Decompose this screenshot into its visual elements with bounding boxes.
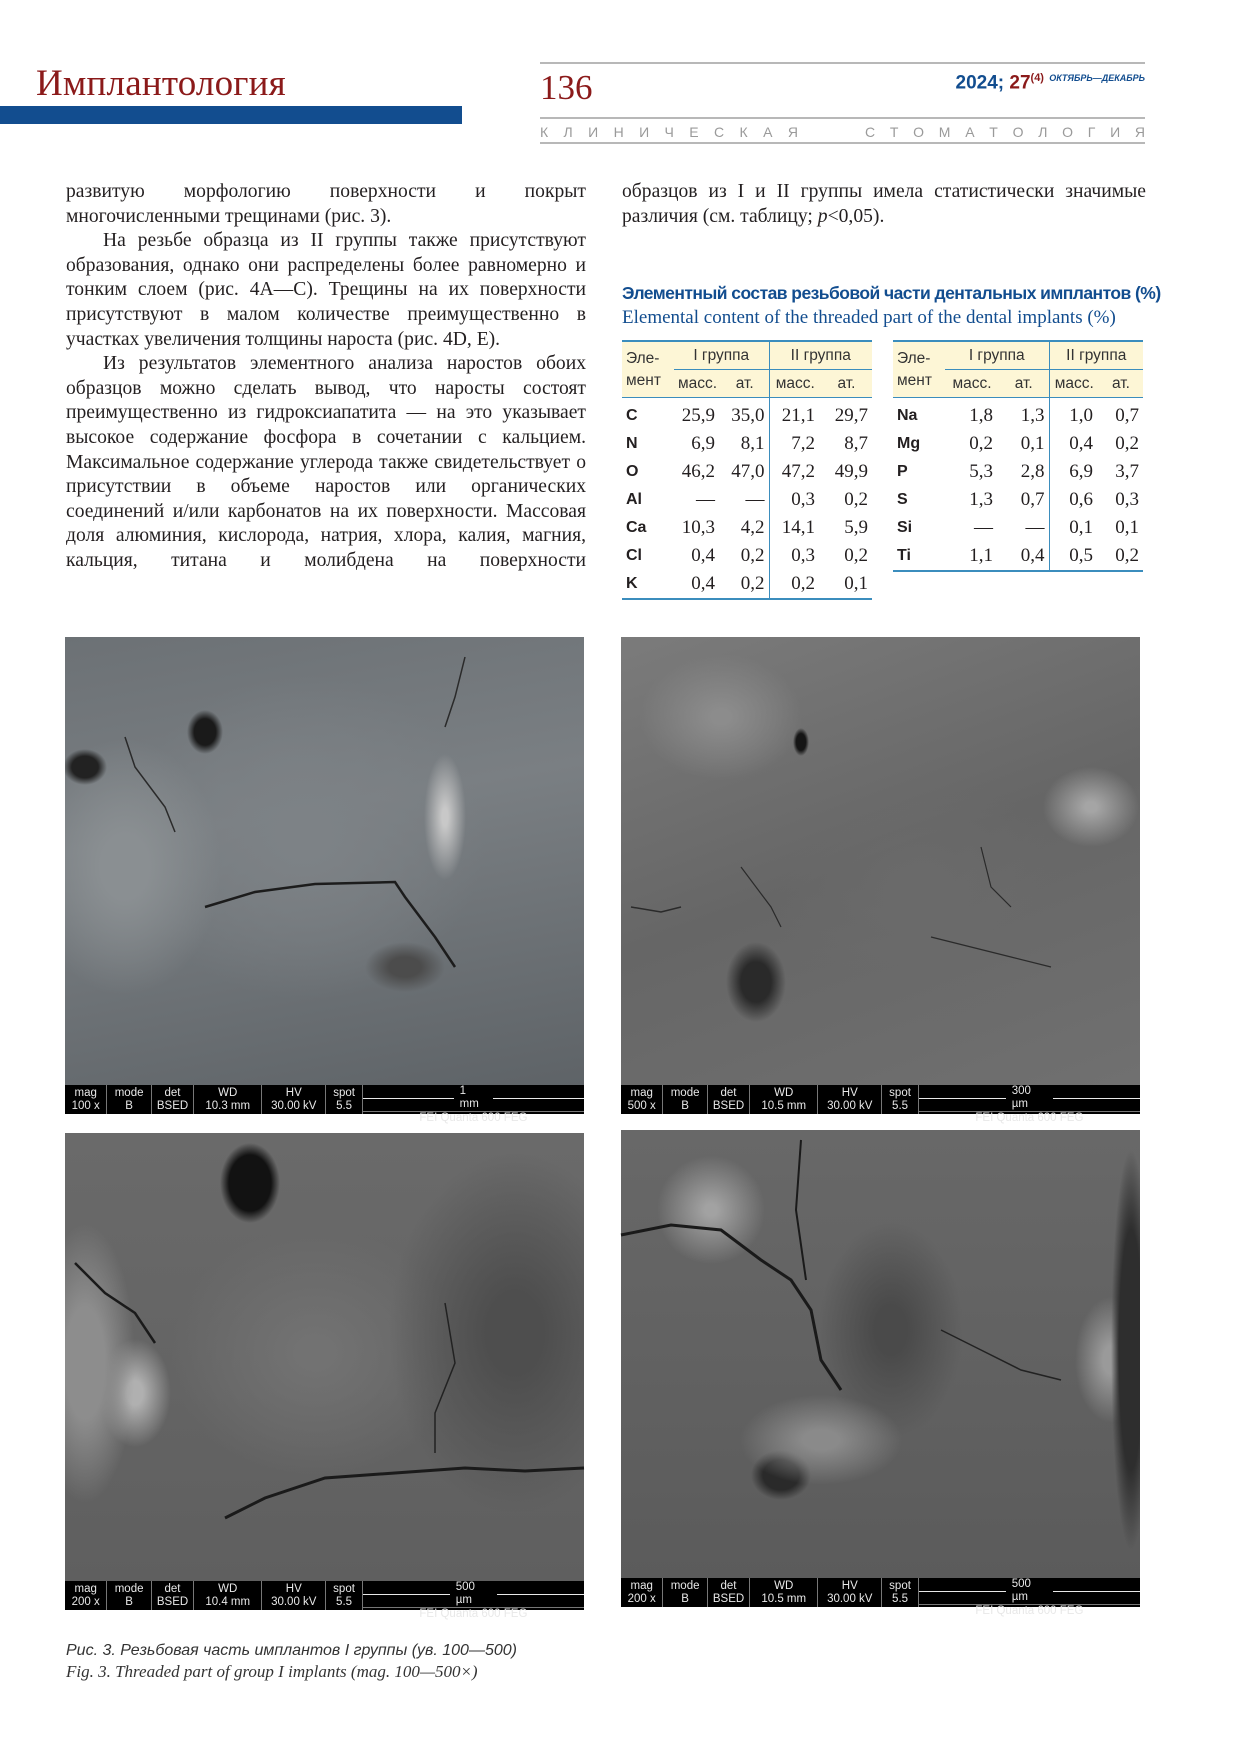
- sem-field-value: B: [681, 1592, 689, 1605]
- group2-mass-cell: 0,6: [1049, 486, 1099, 514]
- crack-lines: [621, 1130, 1140, 1578]
- journal-letter: Е: [689, 124, 699, 140]
- element-cell: Ca: [626, 519, 647, 536]
- sem-image-c: [65, 1133, 584, 1620]
- element-cell: Cl: [626, 547, 642, 564]
- sem-image-b: [621, 637, 1140, 1124]
- journal-letter: Я: [787, 124, 798, 140]
- group1-mass-cell: 1,8: [969, 405, 993, 426]
- sem-field-label: det: [720, 1086, 737, 1099]
- sem-field-mag: [621, 1578, 663, 1607]
- group2-at-cell: 0,2: [1115, 433, 1139, 454]
- journal-letter: С: [865, 124, 876, 140]
- journal-letter: Л: [1038, 124, 1048, 140]
- table-row: [893, 486, 1143, 514]
- header-mass: масс.: [674, 370, 721, 398]
- header-mass: масс.: [1049, 370, 1099, 398]
- header-element-line2: мент: [626, 371, 661, 389]
- paragraph: Из результатов элементного анализа наростов обоих образцов можно сделать вывод, что наросты состоят преимущественно из гидроксиапатита — на это указывает высокое содержание фосфора в сочетании с кальцием. Максимальное содержание углерода также свидетельствует о присутствии в объеме наростов или органических соединений и/или карбонатов на их поверхности. Массовая доля алюминия, кислорода, натрия, хлора, калия, магния, кальция, титана и молибдена на поверхности: [66, 353, 586, 571]
- sem-field-label: mag: [630, 1579, 653, 1592]
- journal-letter: Л: [563, 124, 573, 140]
- group1-mass-cell: 6,9: [691, 433, 715, 454]
- journal-letter: А: [763, 124, 773, 140]
- sem-field-value: 30.00 kV: [271, 1099, 317, 1112]
- group2-mass-cell: 0,2: [769, 570, 821, 599]
- element-cell: S: [897, 491, 908, 508]
- group2-at-cell: 0,1: [1115, 517, 1139, 538]
- sem-field-label: HV: [841, 1579, 858, 1592]
- group1-mass-cell: 46,2: [681, 461, 715, 482]
- sem-scale-block: [363, 1085, 584, 1124]
- instrument-name: FEI Quanta 600 FEG: [975, 1605, 1084, 1617]
- issue-info: [956, 66, 1146, 95]
- group2-mass-cell: 6,9: [1049, 458, 1099, 486]
- journal-letter: К: [739, 124, 748, 140]
- table-row: [622, 514, 872, 542]
- sem-field-label: spot: [889, 1086, 911, 1099]
- group1-mass-cell: 0,4: [674, 570, 721, 599]
- group1-mass-cell: —: [696, 489, 715, 510]
- sem-field-mag: [65, 1085, 107, 1114]
- sem-field-value: 5.5: [336, 1595, 353, 1608]
- journal-letter: Я: [1134, 124, 1145, 140]
- group1-at-cell: 0,2: [721, 570, 769, 599]
- sem-field-value: BSED: [156, 1099, 189, 1112]
- left-column: [66, 180, 586, 574]
- header-group1: I группа: [945, 341, 1049, 370]
- crack-lines: [65, 1133, 584, 1581]
- crack-lines: [621, 637, 1140, 1085]
- instrument-name: FEI Quanta 600 FEG: [419, 1608, 528, 1620]
- journal-letter: С: [714, 124, 725, 140]
- instrument-name: FEI Quanta 600 FEG: [419, 1112, 528, 1124]
- sem-field-det: [708, 1578, 750, 1607]
- paragraph: На резьбе образца из II группы также присутствуют образования, однако они распределены более равномерно и тонким слоем (рис. 4A—C). Трещины на их поверхности присутствуют в малом количестве преимущественно в участках увеличения толщины нароста (рис. 4D, E).: [66, 230, 586, 350]
- sem-field-value: 10.5 mm: [761, 1592, 807, 1605]
- sem-field-hv: [818, 1578, 882, 1607]
- table-row: [622, 486, 872, 514]
- sem-field-label: WD: [774, 1086, 794, 1099]
- page-number: 136: [540, 68, 593, 107]
- journal-letter: Т: [889, 124, 899, 140]
- group1-mass-cell: —: [974, 517, 993, 538]
- header-element: [893, 341, 945, 398]
- sem-field-value: B: [681, 1099, 689, 1112]
- element-cell: Ti: [893, 542, 945, 571]
- sem-field-mag: [65, 1581, 107, 1610]
- sem-field-value: 10.5 mm: [761, 1099, 807, 1112]
- journal-name: [540, 122, 1145, 142]
- sem-field-label: HV: [285, 1086, 302, 1099]
- group1-mass-cell: 1,1: [945, 542, 999, 571]
- journal-letter: Ч: [664, 124, 674, 140]
- header-at: ат.: [721, 370, 769, 398]
- header-element-line2: мент: [897, 371, 932, 389]
- sem-field-label: WD: [218, 1582, 238, 1595]
- group2-mass-cell: 21,1: [769, 398, 821, 431]
- paragraph: развитую морфологию поверхности и покрыт многочисленными трещинами (рис. 3).: [66, 181, 586, 227]
- element-cell: P: [897, 463, 908, 480]
- element-cell: Al: [626, 491, 642, 508]
- header-element: [622, 341, 674, 398]
- scale-bar-label: 1 mm: [459, 1085, 479, 1110]
- sem-field-label: mode: [114, 1086, 144, 1099]
- journal-letter: Т: [989, 124, 998, 140]
- figure-caption-en: Fig. 3. Threaded part of group I implants (mag. 100—500×): [66, 1662, 478, 1681]
- sem-field-label: det: [164, 1582, 181, 1595]
- table-row: [893, 514, 1143, 542]
- section-title: Имплантология: [36, 63, 286, 104]
- group2-at-cell: 8,7: [844, 433, 868, 454]
- group2-mass-cell: 0,3: [769, 542, 821, 570]
- sem-surface-image: [621, 1130, 1140, 1578]
- sem-field-value: B: [125, 1595, 133, 1608]
- sem-databar: [621, 1085, 1140, 1124]
- header-mass: масс.: [769, 370, 821, 398]
- table-row: [622, 542, 872, 570]
- sem-field-label: det: [720, 1579, 737, 1592]
- table-row: [893, 542, 1143, 571]
- sem-field-hv: [262, 1085, 326, 1114]
- group1-at-cell: 0,1: [1020, 433, 1045, 454]
- group2-mass-cell: 0,1: [1049, 514, 1099, 542]
- p-value-symbol: p: [817, 205, 828, 227]
- table-row: [622, 430, 872, 458]
- element-cell: N: [626, 435, 638, 452]
- group2-mass-cell: 7,2: [769, 430, 821, 458]
- scale-bar-line: [363, 1098, 454, 1099]
- sem-scale-block: [363, 1581, 584, 1620]
- sem-field-label: mode: [114, 1582, 144, 1595]
- scale-bar-label: 300 µm: [1011, 1085, 1031, 1110]
- sem-field-value: 200 x: [71, 1595, 100, 1608]
- issue-number: (4): [1030, 72, 1044, 84]
- sem-field-label: det: [164, 1086, 181, 1099]
- group1-at-cell: 0,4: [999, 542, 1049, 571]
- header-element-line1: Эле-: [626, 349, 660, 367]
- sem-field-label: spot: [889, 1579, 911, 1592]
- header-rule-mid: [540, 117, 1145, 119]
- journal-letter: Н: [613, 124, 624, 140]
- group2-mass-cell: 14,1: [769, 514, 821, 542]
- group1-mass-cell: 1,3: [969, 489, 993, 510]
- journal-letter: О: [1062, 124, 1073, 140]
- sem-field-spot: [882, 1085, 919, 1114]
- sem-field-label: spot: [333, 1582, 355, 1595]
- sem-field-value: 5.5: [336, 1099, 353, 1112]
- sem-surface-image: [65, 637, 584, 1085]
- instrument-name: FEI Quanta 600 FEG: [975, 1112, 1084, 1124]
- group1-at-cell: —: [745, 489, 765, 510]
- group1-at-cell: 8,1: [740, 433, 765, 454]
- table-caption-en: Elemental content of the threaded part of the dental implants (%): [622, 307, 1116, 328]
- sem-field-label: mag: [74, 1086, 97, 1099]
- element-cell: O: [626, 463, 639, 480]
- journal-word-2: [865, 122, 1145, 142]
- element-cell: Mg: [897, 435, 921, 452]
- group1-at-cell: 1,3: [1020, 405, 1045, 426]
- sem-field-mode: [663, 1085, 707, 1114]
- group1-at-cell: 2,8: [1020, 461, 1045, 482]
- group1-at-cell: 0,2: [740, 545, 765, 566]
- element-cell: C: [626, 407, 638, 424]
- group1-mass-cell: 10,3: [681, 517, 715, 538]
- group1-at-cell: 0,7: [1020, 489, 1045, 510]
- scale-bar-label: 500 µm: [455, 1581, 475, 1606]
- group1-at-cell: 4,2: [740, 517, 765, 538]
- sem-field-value: 10.3 mm: [205, 1099, 251, 1112]
- group1-mass-cell: 25,9: [681, 405, 715, 426]
- element-cell: K: [622, 570, 674, 599]
- table-row: [622, 570, 872, 599]
- header-element-line1: Эле-: [897, 349, 931, 367]
- sem-field-label: mode: [670, 1579, 700, 1592]
- table-row: [893, 430, 1143, 458]
- sem-field-wd: [194, 1581, 262, 1610]
- sem-field-spot: [326, 1085, 363, 1114]
- scale-bar-line: [1053, 1591, 1140, 1592]
- sem-field-label: HV: [285, 1582, 302, 1595]
- sem-field-mode: [663, 1578, 707, 1607]
- group1-at-cell: 47,0: [731, 461, 765, 482]
- group2-at-cell: 3,7: [1115, 461, 1139, 482]
- sem-field-value: BSED: [712, 1592, 745, 1605]
- crack-lines: [65, 637, 584, 1085]
- paragraph: [622, 180, 1146, 229]
- table-row: [893, 398, 1143, 431]
- sem-field-value: BSED: [156, 1595, 189, 1608]
- sem-field-value: 30.00 kV: [827, 1592, 873, 1605]
- sem-surface-image: [65, 1133, 584, 1581]
- sem-field-label: WD: [218, 1086, 238, 1099]
- journal-letter: К: [540, 124, 549, 140]
- sem-image-d: [621, 1130, 1140, 1617]
- sem-field-hv: [818, 1085, 882, 1114]
- group2-at-cell: 49,9: [834, 461, 868, 482]
- sem-field-value: B: [125, 1099, 133, 1112]
- header-group1: I группа: [674, 341, 769, 370]
- sem-databar: [621, 1578, 1140, 1617]
- sem-field-value: 200 x: [627, 1592, 656, 1605]
- journal-letter: Г: [1087, 124, 1096, 140]
- header-rule-top: [540, 62, 1145, 64]
- group2-mass-cell: 1,0: [1049, 398, 1099, 431]
- element-table-left: [622, 340, 872, 600]
- sem-field-value: 30.00 kV: [271, 1595, 317, 1608]
- sem-field-wd: [194, 1085, 262, 1114]
- group2-at-cell: 0,2: [844, 545, 868, 566]
- group1-mass-cell: 0,2: [969, 433, 993, 454]
- table-row: [622, 458, 872, 486]
- sem-field-det: [152, 1581, 194, 1610]
- header-at: ат.: [999, 370, 1049, 398]
- figure-caption: [66, 1640, 517, 1682]
- journal-letter: А: [965, 124, 975, 140]
- group2-at-cell: 5,9: [844, 517, 868, 538]
- group2-at-cell: 29,7: [834, 405, 868, 426]
- journal-letter: О: [1012, 124, 1024, 140]
- table-row: [893, 458, 1143, 486]
- header-group2: II группа: [769, 341, 872, 370]
- issue-volume: 27: [1009, 72, 1031, 94]
- sem-field-value: 100 x: [71, 1099, 100, 1112]
- sem-databar: [65, 1085, 584, 1124]
- sem-scale-block: [919, 1085, 1140, 1124]
- element-table-right: [893, 340, 1143, 572]
- sem-field-label: HV: [841, 1086, 858, 1099]
- group2-at-cell: 0,2: [844, 489, 868, 510]
- sem-surface-image: [621, 637, 1140, 1085]
- sem-image-a: [65, 637, 584, 1124]
- header-rule-bottom: [540, 142, 1145, 144]
- sem-field-value: 10.4 mm: [205, 1595, 251, 1608]
- group2-at-cell: 0,3: [1115, 489, 1139, 510]
- sem-field-label: WD: [774, 1579, 794, 1592]
- sem-field-mode: [107, 1085, 151, 1114]
- journal-letter: И: [588, 124, 599, 140]
- sem-field-value: BSED: [712, 1099, 745, 1112]
- sem-field-label: mag: [630, 1086, 653, 1099]
- sem-scale-block: [919, 1578, 1140, 1617]
- paragraph-text: <0,05).: [827, 205, 885, 227]
- element-cell: Si: [897, 519, 913, 536]
- sem-field-hv: [262, 1581, 326, 1610]
- journal-letter: О: [913, 124, 925, 140]
- paragraph-text: образцов из I и II группы имела статистически значимые различия (см. таблицу;: [622, 181, 1146, 227]
- sem-field-label: spot: [333, 1086, 355, 1099]
- table-caption-ru: Элементный состав резьбовой части дентальных имплантов (%): [622, 283, 1161, 303]
- issue-months: ОКТЯБРЬ—ДЕКАБРЬ: [1049, 73, 1145, 83]
- group1-mass-cell: 5,3: [969, 461, 993, 482]
- right-column: [622, 180, 1146, 229]
- group2-mass-cell: 0,5: [1049, 542, 1099, 571]
- group1-at-cell: 35,0: [731, 405, 765, 426]
- section-color-bar: [0, 106, 462, 124]
- header-at: ат.: [1099, 370, 1143, 398]
- sem-field-value: 5.5: [892, 1099, 909, 1112]
- journal-letter: И: [639, 124, 650, 140]
- group2-mass-cell: 0,4: [1049, 430, 1099, 458]
- sem-field-det: [708, 1085, 750, 1114]
- group2-mass-cell: 47,2: [769, 458, 821, 486]
- journal-word-1: [540, 122, 798, 142]
- header-mass: масс.: [945, 370, 999, 398]
- group1-at-cell: —: [1025, 517, 1045, 538]
- element-cell: Na: [897, 407, 918, 424]
- header-at: ат.: [821, 370, 872, 398]
- sem-field-spot: [326, 1581, 363, 1610]
- sem-field-det: [152, 1085, 194, 1114]
- sem-field-mag: [621, 1085, 663, 1114]
- group2-at-cell: 0,7: [1115, 405, 1139, 426]
- scale-bar-line: [919, 1591, 1006, 1592]
- group2-mass-cell: 0,3: [769, 486, 821, 514]
- scale-bar-line: [919, 1098, 1006, 1099]
- scale-bar-line: [1053, 1098, 1140, 1099]
- figure-caption-ru: Рис. 3. Резьбовая часть имплантов I группы (ув. 100—500): [66, 1642, 517, 1659]
- journal-letter: И: [1110, 124, 1121, 140]
- sem-field-label: mag: [74, 1582, 97, 1595]
- scale-bar-line: [497, 1594, 584, 1595]
- scale-bar-line: [493, 1098, 584, 1099]
- scale-bar-label: 500 µm: [1011, 1578, 1031, 1603]
- sem-field-value: 500 x: [627, 1099, 656, 1112]
- scale-bar-line: [363, 1594, 450, 1595]
- sem-field-spot: [882, 1578, 919, 1607]
- sem-field-wd: [750, 1578, 818, 1607]
- header-group2: II группа: [1049, 341, 1143, 370]
- group2-at-cell: 0,2: [1099, 542, 1143, 571]
- sem-databar: [65, 1581, 584, 1620]
- journal-letter: М: [938, 124, 951, 140]
- sem-field-value: 5.5: [892, 1592, 909, 1605]
- issue-year: 2024;: [955, 72, 1005, 94]
- group2-at-cell: 0,1: [821, 570, 872, 599]
- group1-mass-cell: 0,4: [691, 545, 715, 566]
- sem-field-value: 30.00 kV: [827, 1099, 873, 1112]
- table-row: [622, 398, 872, 431]
- sem-field-mode: [107, 1581, 151, 1610]
- sem-field-wd: [750, 1085, 818, 1114]
- sem-field-label: mode: [670, 1086, 700, 1099]
